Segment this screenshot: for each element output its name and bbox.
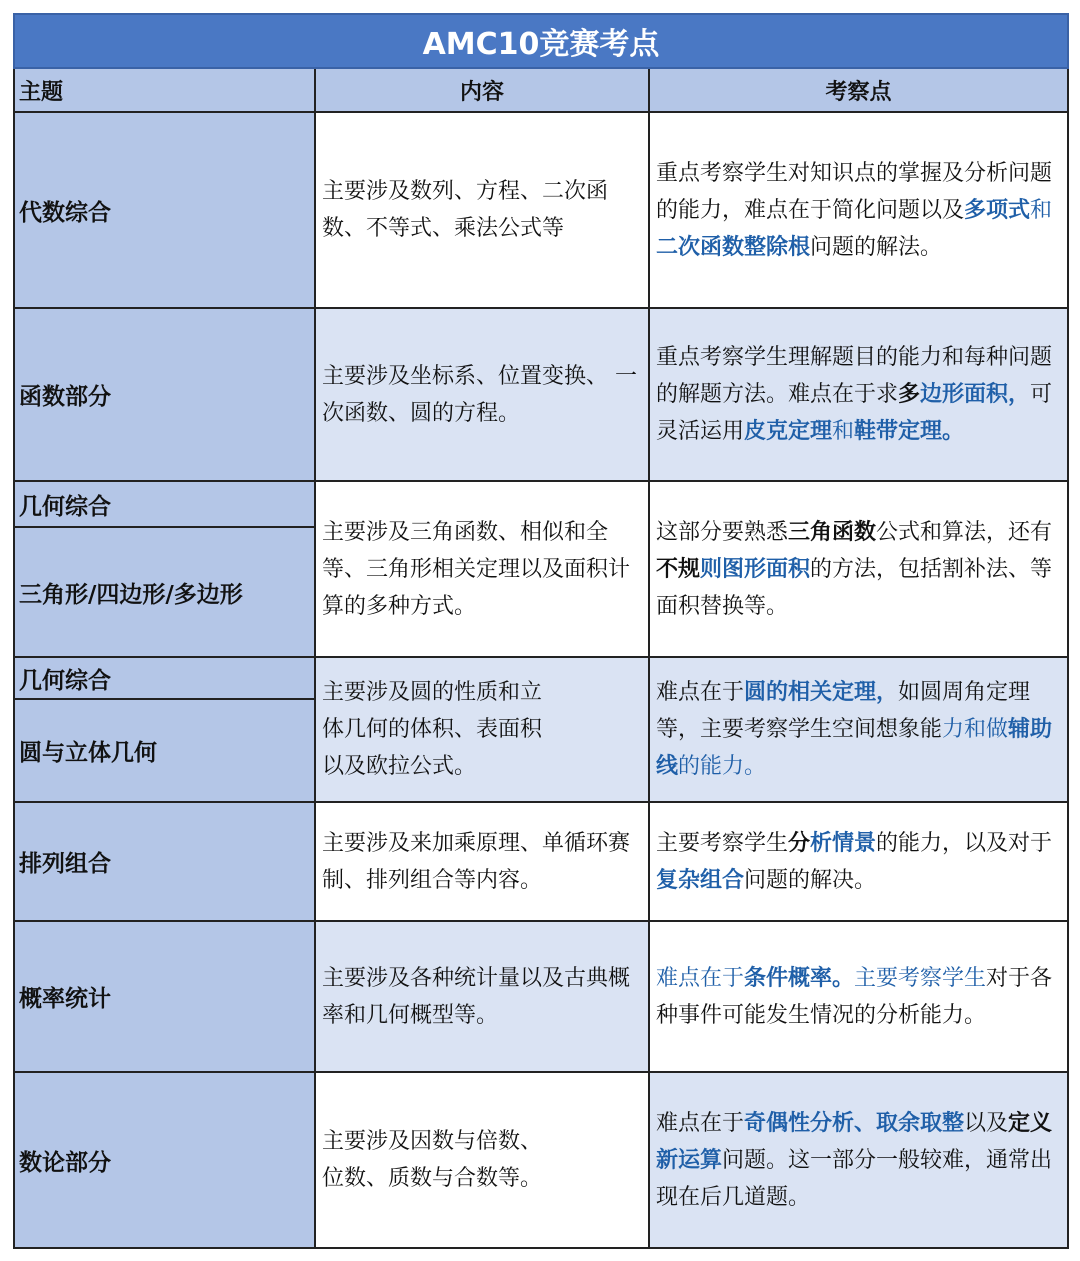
content-line: 位数、质数与合数等。 [322, 1166, 543, 1191]
exam-cell [649, 921, 1068, 1072]
header-exam: 考察点 [649, 68, 1068, 112]
content-line: 体几何的体积、表面积 [322, 717, 543, 742]
header-topic: 主题 [14, 68, 315, 112]
exam-cell [649, 112, 1068, 308]
topic-cell: 数论部分 [14, 1072, 315, 1248]
exam-text-segment: 分 [788, 830, 811, 856]
content-cell: 主要涉及坐标系、位置变换、 一次函数、圆的方程。 [315, 308, 649, 481]
exam-text-segment: 问题的解决。 [744, 867, 877, 893]
exam-text-segment: 则图形面积 [700, 556, 811, 582]
content-cell: 主要涉及数列、方程、二次函数、不等式、乘法公式等 [315, 112, 649, 308]
content-cell: 主要涉及各种统计量以及古典概率和几何概型等。 [315, 921, 649, 1072]
table-title: AMC10竞赛考点 [14, 14, 1068, 68]
exam-text-segment: 二次函数整除根 [656, 234, 811, 260]
exam-cell [649, 802, 1068, 921]
table-row [14, 1072, 1068, 1248]
topic-cell-bottom: 圆与立体几何 [14, 699, 315, 802]
exam-text-segment: 以及 [964, 1110, 1009, 1136]
exam-text-segment: 的方法，包括割补法、等面积替换等。 [656, 556, 1053, 619]
exam-text-segment: 和 [832, 419, 855, 444]
exam-text-segment: 鞋带定理。 [854, 419, 965, 444]
exam-text-segment: 公式和算法，还有 [876, 519, 1053, 545]
amc10-topics-table [13, 13, 1069, 1249]
table-row [14, 802, 1068, 921]
exam-text-segment: 新运算 [656, 1147, 723, 1173]
topic-cell-top: 几何综合 [14, 657, 315, 699]
exam-cell [649, 481, 1068, 657]
exam-text-segment: 主要考察学生 [656, 830, 789, 856]
amc10-table-wrapper [13, 13, 1067, 1249]
content-cell: 主要涉及三角函数、相似和全等、三角形相关定理以及面积计算的多种方式。 [315, 481, 649, 657]
table-row [14, 481, 1068, 527]
exam-text-segment: 问题的解法。 [810, 234, 943, 260]
topic-cell: 排列组合 [14, 802, 315, 921]
exam-text-segment: 皮克定理 [744, 419, 833, 444]
exam-text-segment: 对于各种事件可能发生情况的分析能力。 [656, 965, 1053, 1028]
exam-text-segment: 的能力，以及对于 [876, 830, 1053, 856]
table-row [14, 308, 1068, 481]
content-cell: 主要涉及来加乘原理、单循环赛制、排列组合等内容。 [315, 802, 649, 921]
content-cell [315, 1072, 649, 1248]
table-row [14, 657, 1068, 699]
exam-text-segment: 这部分要熟悉 [656, 519, 789, 545]
content-line: 主要涉及圆的性质和立 [322, 680, 543, 705]
exam-text-segment: 的能力。 [678, 754, 767, 779]
exam-text-segment: 条件概率。 [744, 965, 855, 991]
exam-text-segment: 不规 [656, 556, 701, 582]
topic-cell: 代数综合 [14, 112, 315, 308]
content-cell [315, 657, 649, 802]
exam-text-segment: 和 [1030, 197, 1053, 223]
exam-text-segment: 定义 [1008, 1110, 1053, 1136]
topic-cell: 概率统计 [14, 921, 315, 1072]
topic-cell: 函数部分 [14, 308, 315, 481]
topic-cell-bottom: 三角形/四边形/多边形 [14, 527, 315, 657]
exam-cell [649, 657, 1068, 802]
exam-text-segment: 重点考察学生理解题目的能力和每种问题的解题方法。难点在于求 [656, 345, 1053, 407]
exam-text-segment: 难点在于 [656, 680, 745, 705]
exam-text-segment: 问题。这一部分一般较难，通常出现在后几道题。 [656, 1147, 1053, 1210]
exam-text-segment: 如圆周角定理等，主要考察学生空间想象能 [656, 680, 1031, 742]
exam-text-segment: 辅助线 [656, 717, 1053, 779]
exam-text-segment: 难点在于 [656, 965, 745, 991]
exam-cell [649, 1072, 1068, 1248]
header-content: 内容 [315, 68, 649, 112]
exam-text-segment: 主要考察学生 [854, 965, 987, 991]
exam-text-segment: 奇偶性分析、取余取整 [744, 1110, 965, 1136]
exam-text-segment: 边形面积， [920, 382, 1031, 407]
table-row [14, 112, 1068, 308]
exam-text-segment: 可灵活运用 [656, 382, 1053, 444]
exam-text-segment: 重点考察学生对知识点的掌握及分析问题的能力，难点在于简化问题以及 [656, 160, 1053, 223]
exam-text-segment: 多项式 [964, 197, 1031, 223]
exam-text-segment: 圆的相关定理， [744, 680, 899, 705]
table-row [14, 921, 1068, 1072]
exam-text-segment: 难点在于 [656, 1110, 745, 1136]
exam-text-segment: 力和做 [942, 717, 1009, 742]
topic-cell-top: 几何综合 [14, 481, 315, 527]
exam-text-segment: 析情景 [810, 830, 877, 856]
exam-text-segment: 多 [898, 382, 921, 407]
exam-text-segment: 三角函数 [788, 519, 877, 545]
content-line: 主要涉及因数与倍数、 [322, 1129, 543, 1154]
exam-text-segment: 复杂组合 [656, 867, 745, 893]
content-line: 以及欧拉公式。 [322, 754, 477, 779]
exam-cell [649, 308, 1068, 481]
